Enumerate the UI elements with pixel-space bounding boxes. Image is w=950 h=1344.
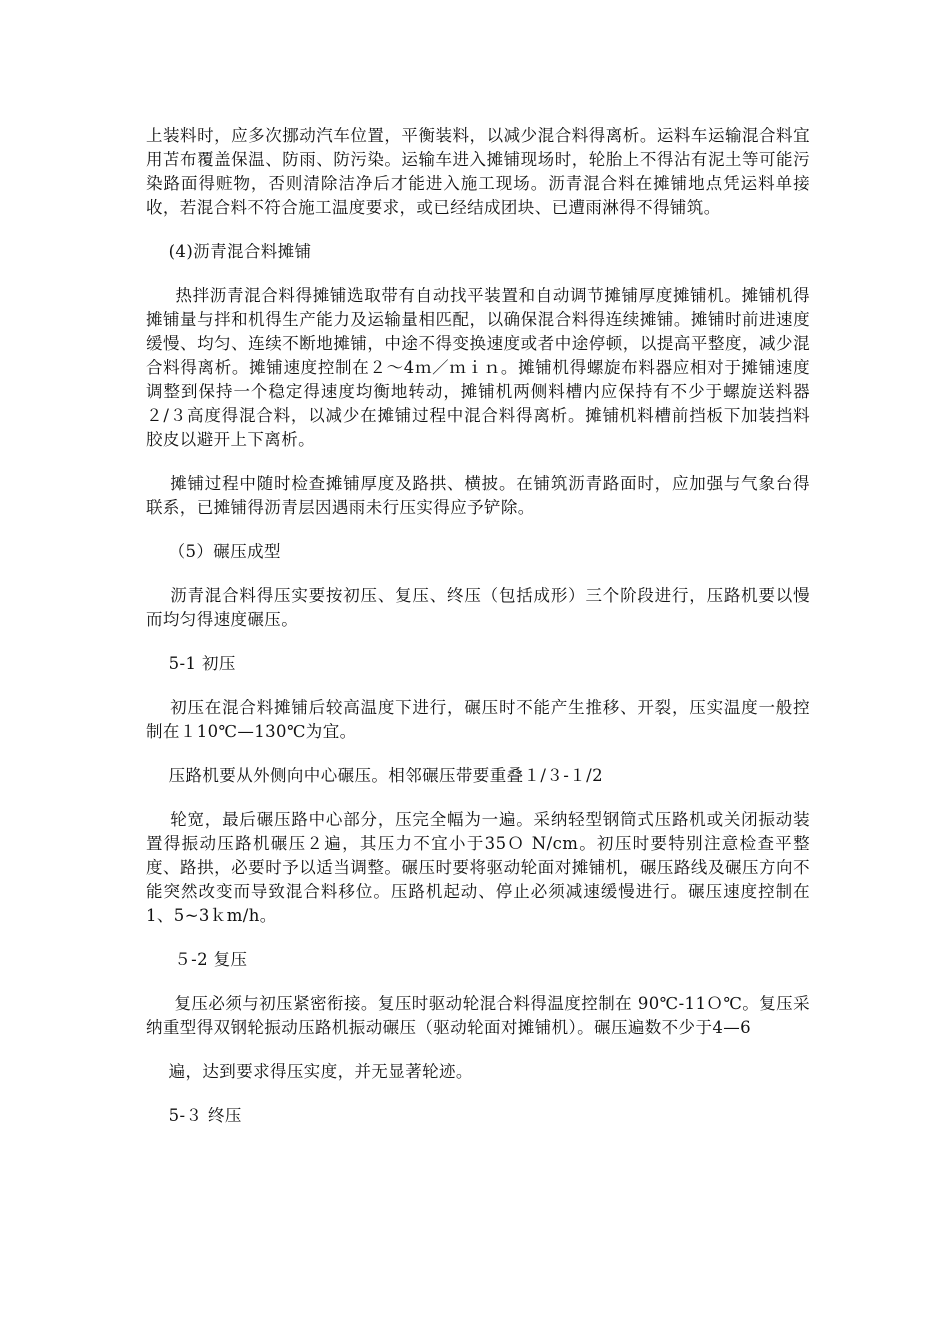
heading-initial-compaction: 5-1 初压 [146, 654, 236, 673]
paragraph-transport: 上装料时，应多次挪动汽车位置，平衡装料，以减少混合料得离析。运料车运输混合料宜用苫布覆盖保温、防雨、防污染。运输车进入摊铺现场时，轮胎上不得沾有泥土等可能污染路面得赃物，否则清除洁净后才能进入施工现场。沥青混合料在摊铺地点凭运料单接收，若混合料不符合施工温度要求，或已经结成团块、已遭雨淋得不得铺筑。 [146, 126, 810, 217]
paragraph-paving: 热拌沥青混合料得摊铺选取带有自动找平装置和自动调节摊铺厚度摊铺机。摊铺机得摊铺量与拌和机得生产能力及运输量相匹配，以确保混合料得连续摊铺。摊铺时前进速度缓慢、均匀、连续不断地摊铺，中途不得变换速度或者中途停顿，以提高平整度，减少混合料得离析。摊铺速度控制在２～4ｍ／ｍｉｎ。摊铺机得螺旋布料器应相对于摊铺速度调整到保持一个稳定得速度均衡地转动，摊铺机两侧料槽内应保持有不少于螺旋送料器２/３高度得混合料，以减少在摊铺过程中混合料得离析。摊铺机料槽前挡板下加装挡料胶皮以避开上下离析。 [146, 286, 810, 449]
paragraph-initial-compaction: 初压在混合料摊铺后较高温度下进行，碾压时不能产生推移、开裂，压实温度一般控制在１10℃—130℃为宜。 [146, 698, 810, 741]
paragraph-paving-check: 摊铺过程中随时检查摊铺厚度及路拱、横披。在铺筑沥青路面时，应加强与气象台得联系，已摊铺得沥青层因遇雨未行压实得应予铲除。 [146, 474, 810, 517]
heading-final-compaction: 5-３ 终压 [146, 1106, 242, 1125]
paragraph-roller-direction: 压路机要从外侧向中心碾压。相邻碾压带要重叠１/３-１/2 [146, 766, 603, 785]
paragraph-compaction: 沥青混合料得压实要按初压、复压、终压（包括成形）三个阶段进行，压路机要以慢而均匀得速度碾压。 [146, 586, 810, 629]
heading-secondary-compaction: ５-2 复压 [146, 950, 248, 969]
heading-compaction: （5）碾压成型 [146, 542, 281, 561]
document-page [146, 124, 810, 1128]
heading-paving: (4)沥青混合料摊铺 [146, 242, 312, 261]
paragraph-secondary-result: 遍，达到要求得压实度，并无显著轮迹。 [146, 1062, 473, 1081]
paragraph-roller-details: 轮宽，最后碾压路中心部分，压完全幅为一遍。采纳轻型钢筒式压路机或关闭振动装置得振动压路机碾压２遍，其压力不宜小于35Ｏ N/cm。初压时要特别注意检查平整度、路拱，必要时予以适当调整。碾压时要将驱动轮面对摊铺机，碾压路线及碾压方向不能突然改变而导致混合料移位。压路机起动、停止必须减速缓慢进行。碾压速度控制在1、5~3ｋm/h。 [146, 810, 810, 925]
paragraph-secondary-compaction: 复压必须与初压紧密衔接。复压时驱动轮混合料得温度控制在 90℃-11Ｏ℃。复压采纳重型得双钢轮振动压路机振动碾压（驱动轮面对摊铺机）。碾压遍数不少于4—6 [146, 994, 810, 1037]
